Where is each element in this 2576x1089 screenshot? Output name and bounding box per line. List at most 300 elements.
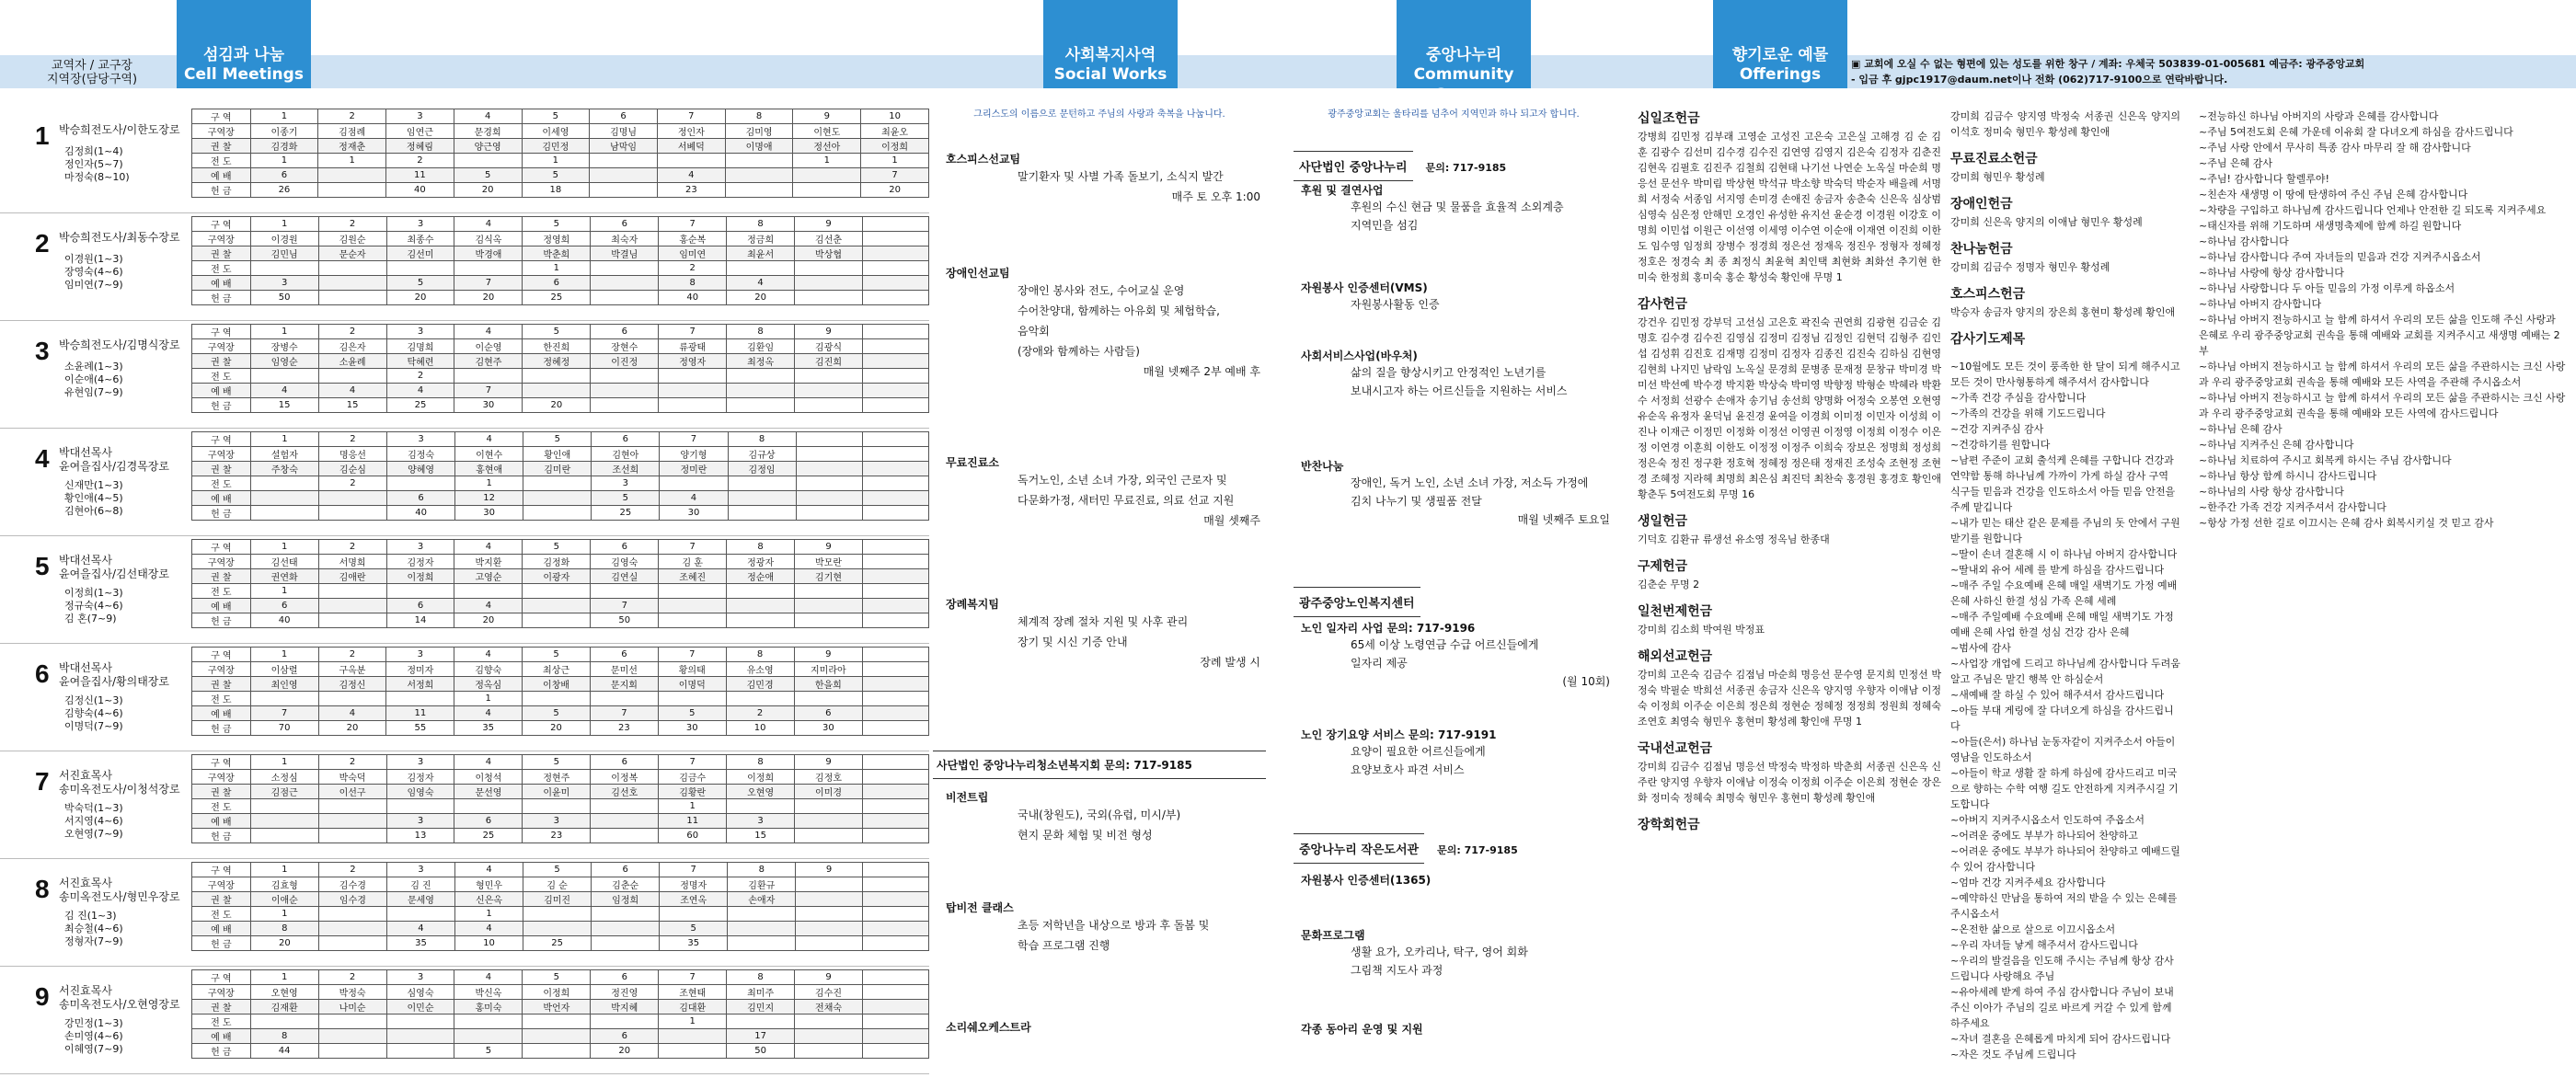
table-cell: 예 배 xyxy=(192,384,251,398)
table-cell: 7 xyxy=(454,276,523,291)
table-cell: 홍미숙 xyxy=(454,1000,523,1014)
table-cell: 문순자 xyxy=(318,246,386,261)
cell-group xyxy=(0,862,929,967)
table-cell: 김선태 xyxy=(250,555,318,569)
table-cell: 이정희 xyxy=(727,770,795,785)
table-row xyxy=(192,139,929,154)
table-cell: 정영희 xyxy=(523,232,591,246)
table-cell xyxy=(591,799,659,814)
cell-table xyxy=(191,539,929,628)
offering-names: 강병희 김민정 김부래 고영순 고성진 고은숙 고은실 고해경 김 순 김 훈 김광수 김선미 김수경 김수진 김연영 김영지 김은숙 김정자 김춘진 김현옥 김필호 김진주 김철희 김현태 나기선 나연순 노옥실 마순희 명응선 문선우 박미림 박상현 박석규 박소향 박숙덕 박순자 배을례 서명희 서정숙 서종임 서지영 손미경 손애진 송금자 송춘숙 신은옥 심상범 심영숙 심은정 안해민 오경인 유성한 유지선 윤순경 이경원 이강호 이명희 이민섭 이원근 이선영 이세영 이수연 이순애 이재연 이진희 이한도 임수영 임정희 장병수 정경희 정은선 정재옥 정진우 정형자 정혜정 정호은 정경숙 최 종 최정식 최윤혁 최인택 최현화 최화선 추기현 한미숙 한정희 홍미숙 홍순 황성숙 황인애 무명 1 xyxy=(1638,131,1941,283)
table-header-row xyxy=(192,217,929,232)
table-cell: 예 배 xyxy=(192,706,251,721)
table-row xyxy=(192,922,929,936)
sub-leaders xyxy=(64,361,193,399)
table-cell: 이청석 xyxy=(454,770,523,785)
table-header-row xyxy=(192,109,929,124)
table-cell: 20 xyxy=(523,721,591,736)
table-cell: 한진희 xyxy=(523,339,591,354)
table-cell: 김영숙 xyxy=(591,555,659,569)
table-cell: 55 xyxy=(386,721,454,736)
social-item-line: 국내(창원도), 국외(유럽, 미시/부) xyxy=(1018,808,1181,821)
table-cell xyxy=(795,584,863,599)
table-cell: 전 도 xyxy=(192,799,251,814)
offerings-column-2 xyxy=(1950,109,2180,1083)
table-cell: 15 xyxy=(727,829,795,843)
table-header-cell: 5 xyxy=(523,325,591,339)
table-header-cell: 2 xyxy=(318,970,386,985)
prayer-item: ~하나님 치료하여 주시고 회복케 하시는 주님 감사합니다 xyxy=(2199,454,2452,466)
table-cell xyxy=(591,369,659,384)
table-cell: 전 도 xyxy=(192,369,251,384)
table-cell: 60 xyxy=(659,829,727,843)
table-header-cell: 9 xyxy=(793,109,861,124)
table-cell: 예 배 xyxy=(192,168,251,183)
table-cell xyxy=(318,692,386,706)
sub-leader: 오현영(7~9) xyxy=(64,828,123,840)
community-item-line: 지역민을 섬김 xyxy=(1351,219,1419,232)
table-cell: 김경화 xyxy=(250,139,318,154)
table-cell: 6 xyxy=(591,1029,659,1044)
offering-group xyxy=(1638,511,1941,547)
table-cell: 헌 금 xyxy=(192,721,251,736)
prayer-item: ~아버지 지켜주시옵소서 인도하여 주옵소서 xyxy=(1950,814,2145,826)
table-header-cell: 2 xyxy=(318,755,386,770)
table-header-cell: 4 xyxy=(454,217,523,232)
table-cell: 3 xyxy=(727,814,795,829)
table-row xyxy=(192,369,929,384)
table-cell: 헌 금 xyxy=(192,291,251,305)
table-row xyxy=(192,599,929,613)
table-header-cell: 구 역 xyxy=(192,217,251,232)
table-cell: 4 xyxy=(727,276,795,291)
offering-group xyxy=(1950,109,2180,140)
table-cell xyxy=(863,555,929,569)
table-header-cell: 4 xyxy=(454,970,523,985)
table-cell xyxy=(659,613,727,628)
table-cell xyxy=(250,476,318,491)
table-header-row xyxy=(192,540,929,555)
table-header-cell: 10 xyxy=(861,109,929,124)
prayer-item: ~주님 사랑 안에서 무사히 특종 감사 마무리 잘 해 감사합니다 xyxy=(2199,142,2471,154)
social-item-line: 음악회 xyxy=(1018,325,1050,338)
table-cell: 2 xyxy=(386,369,454,384)
table-cell xyxy=(796,476,862,491)
table-cell: 이미경 xyxy=(795,785,863,799)
sub-leader: 이정희(1~3) xyxy=(64,587,123,599)
leader-name: 박대선목사 xyxy=(59,446,112,459)
table-cell: 김환임 xyxy=(727,339,795,354)
table-cell: 헌 금 xyxy=(192,1044,251,1059)
community-item-title: 자원봉사 인증센터(VMS) xyxy=(1301,281,1428,294)
prayer-item: ~10월에도 모든 것이 풍족한 한 달이 되게 해주시고 모든 것이 만사형통하게 해주셔서 감사합니다 xyxy=(1950,361,2180,388)
table-row xyxy=(192,1000,929,1014)
table-cell: 11 xyxy=(386,168,454,183)
table-row xyxy=(192,785,929,799)
table-cell: 박신옥 xyxy=(454,985,523,1000)
table-cell: 3 xyxy=(386,814,454,829)
table-cell xyxy=(863,1000,929,1014)
table-cell: 25 xyxy=(454,829,523,843)
table-cell xyxy=(863,985,929,1000)
table-cell xyxy=(795,369,863,384)
contact-line1: ▣ 교회에 오실 수 없는 형편에 있는 성도를 위한 창구 / 계좌: 우체국 503839-01-005681 예금주: 광주중앙교회 xyxy=(1851,58,2365,70)
table-cell xyxy=(523,692,591,706)
table-cell: 임미연 xyxy=(659,246,727,261)
table-header-cell: 6 xyxy=(591,217,659,232)
table-cell xyxy=(454,369,523,384)
table-cell xyxy=(454,584,523,599)
table-cell xyxy=(862,462,928,476)
table-cell: 6 xyxy=(250,599,318,613)
table-cell: 1 xyxy=(318,154,386,168)
table-cell: 4 xyxy=(386,922,454,936)
table-header-cell: 5 xyxy=(523,970,591,985)
table-cell: 이명애 xyxy=(725,139,793,154)
prayer-item: ~사업장 개업에 드리고 하나님께 감사합니다 두려움 알고 주님은 맡긴 행복 안 하심순서 xyxy=(1950,658,2180,685)
sub-leaders xyxy=(64,1017,193,1056)
offering-title: 생일헌금 xyxy=(1638,514,1688,529)
table-cell: 헌 금 xyxy=(192,183,251,198)
table-cell xyxy=(795,1029,863,1044)
table-header-cell: 3 xyxy=(386,648,454,662)
table-cell: 50 xyxy=(250,291,318,305)
community-item xyxy=(1288,348,1619,400)
table-cell xyxy=(863,613,929,628)
prayer-item: ~어려운 중에도 부부가 하나되어 찬양하고 xyxy=(1950,830,2138,842)
table-cell: 김금수 xyxy=(659,770,727,785)
table-cell: 1 xyxy=(793,154,861,168)
table-cell: 서명희 xyxy=(318,555,386,569)
table-cell: 3 xyxy=(592,476,660,491)
social-item-title: 비전트립 xyxy=(946,791,989,804)
table-cell xyxy=(657,154,725,168)
table-cell xyxy=(795,1044,863,1059)
table-header-cell: 5 xyxy=(523,755,591,770)
table-cell xyxy=(386,1044,454,1059)
table-cell: 40 xyxy=(250,613,318,628)
table-cell xyxy=(863,354,929,369)
table-row xyxy=(192,692,929,706)
prayer-item: ~매주 주일 수요예배 은혜 매일 새벽기도 가정 예배 은혜 사하신 한결 성심 가족 은혜 세례 xyxy=(1950,579,2178,607)
prayer-item: ~하나님 아버지 전능하시고 늘 함께 하셔서 우리의 모든 삶을 인도해 주신 사랑과 은혜로 우리 광주중앙교회 권속을 통해 예배와 교회를 지켜주시고 새생명 예배는 2부 xyxy=(2199,314,2560,357)
offering-title: 감사헌금 xyxy=(1638,297,1688,312)
community-item-line: 삶의 질을 향상시키고 안정적인 노년기를 xyxy=(1351,366,1547,379)
table-header-cell: 구 역 xyxy=(192,540,251,555)
community-phone: 문의: 717-9185 xyxy=(1425,162,1507,174)
table-cell: 26 xyxy=(250,183,318,198)
sub-leader: 김향숙(4~6) xyxy=(64,707,123,719)
leader-name-2: 윤여을집사/황의태장로 xyxy=(59,675,169,688)
table-cell xyxy=(591,261,659,276)
table-header-cell xyxy=(863,648,929,662)
table-cell xyxy=(863,599,929,613)
prayer-item: ~자녀 결혼을 은혜롭게 마치게 되어 감사드립니다 xyxy=(1950,1033,2171,1045)
table-cell: 25 xyxy=(592,506,660,521)
table-cell: 1 xyxy=(523,261,591,276)
sub-leaders xyxy=(64,694,193,733)
table-header-cell: 4 xyxy=(454,325,523,339)
table-cell xyxy=(386,584,454,599)
table-cell xyxy=(863,369,929,384)
prayer-item: ~남편 주준이 교회 출석케 은혜를 구합니다 건강과 연약함 통해 하나님께 가까이 가게 하실 감사 구역 식구들 믿음과 건강을 인도하소서 아들 믿음 안전을 주께 맡깁니다 xyxy=(1950,454,2176,513)
table-cell xyxy=(250,506,318,521)
table-header-cell: 5 xyxy=(523,217,591,232)
table-cell xyxy=(591,814,659,829)
table-cell xyxy=(728,936,796,951)
table-cell xyxy=(728,922,796,936)
table-header-row xyxy=(192,755,929,770)
table-cell xyxy=(862,936,928,951)
table-cell xyxy=(725,154,793,168)
table-cell xyxy=(318,291,386,305)
table-cell: 20 xyxy=(727,291,795,305)
table-cell: 조연옥 xyxy=(660,892,728,907)
sub-leaders xyxy=(64,587,193,625)
table-header-cell: 1 xyxy=(250,648,318,662)
social-item-line: 독거노인, 소년 소녀 가장, 외국인 근로자 및 xyxy=(1018,474,1227,487)
table-cell: 50 xyxy=(727,1044,795,1059)
table-row xyxy=(192,476,929,491)
table-cell: 설험자 xyxy=(250,447,318,462)
table-cell: 김 순 xyxy=(523,877,592,892)
table-cell xyxy=(318,613,386,628)
prayer-item: ~친손자 새생명 이 땅에 탄생하여 주신 주님 은혜 감사합니다 xyxy=(2199,189,2468,201)
table-cell: 권연화 xyxy=(250,569,318,584)
table-cell: 김광식 xyxy=(795,339,863,354)
table-header-cell: 5 xyxy=(522,109,590,124)
table-cell xyxy=(863,721,929,736)
sub-leaders xyxy=(64,479,193,518)
prayer-item: ~자은 것도 주님께 드립니다 xyxy=(1950,1049,2076,1060)
table-cell: 35 xyxy=(454,721,523,736)
table-cell: 예 배 xyxy=(192,599,251,613)
table-cell xyxy=(454,1014,523,1029)
table-cell: 20 xyxy=(318,721,386,736)
table-cell: 3 xyxy=(250,276,318,291)
table-cell xyxy=(591,291,659,305)
social-item-title: 장례복지팀 xyxy=(946,598,999,611)
group-leader xyxy=(59,554,197,581)
table-cell xyxy=(523,907,592,922)
table-cell xyxy=(796,462,862,476)
table-cell xyxy=(591,384,659,398)
table-cell: 6 xyxy=(454,814,523,829)
table-cell: 김재환 xyxy=(250,1000,318,1014)
table-cell: 김진희 xyxy=(795,354,863,369)
table-header-cell: 8 xyxy=(728,432,796,447)
leader-name: 서진효목사 xyxy=(59,984,112,997)
table-cell xyxy=(794,692,863,706)
table-cell xyxy=(318,907,386,922)
table-row xyxy=(192,706,929,721)
table-cell xyxy=(523,1044,591,1059)
table-cell: 문선영 xyxy=(454,785,523,799)
table-cell xyxy=(659,384,727,398)
table-row xyxy=(192,1014,929,1029)
table-cell: 6 xyxy=(250,168,318,183)
prayer-item: ~건강 지켜주심 감사 xyxy=(1950,423,2044,435)
social-item-title: 탑비전 클래스 xyxy=(946,901,1014,914)
group-number: 9 xyxy=(35,982,50,1011)
prayer-item: ~가족 건강 주심을 감사합니다 xyxy=(1950,392,2087,404)
table-cell: 최미주 xyxy=(727,985,795,1000)
table-cell: 예 배 xyxy=(192,922,251,936)
table-cell: 8 xyxy=(659,276,727,291)
tab-title-ko: 향기로운 예물 xyxy=(1731,46,1829,64)
table-cell: 예 배 xyxy=(192,491,251,506)
cell-group xyxy=(0,216,929,321)
table-cell xyxy=(796,506,862,521)
table-cell: 임연근 xyxy=(386,124,454,139)
tab-cell-meetings xyxy=(177,0,311,88)
offering-group xyxy=(1950,284,2180,320)
social-item xyxy=(929,265,1270,382)
table-cell xyxy=(386,799,454,814)
table-cell: 이현수 xyxy=(455,447,523,462)
table-header-cell: 3 xyxy=(386,217,454,232)
table-cell: 44 xyxy=(250,1044,318,1059)
table-cell: 전 도 xyxy=(192,584,251,599)
table-cell: 20 xyxy=(591,1044,659,1059)
table-cell xyxy=(727,613,795,628)
table-cell: 구역장 xyxy=(192,232,251,246)
table-cell: 7 xyxy=(250,706,318,721)
table-cell: 예 배 xyxy=(192,1029,251,1044)
social-item xyxy=(929,596,1270,672)
table-cell xyxy=(796,922,863,936)
sub-leader: 임미연(7~9) xyxy=(64,279,123,291)
table-header-cell: 7 xyxy=(658,648,726,662)
contact-line2: - 입금 후 gjpc1917@daum.net이나 전화 (062)717-9100으로 연락바랍니다. xyxy=(1851,74,2228,86)
table-header-cell: 2 xyxy=(318,432,386,447)
sub-leader: 신재만(1~3) xyxy=(64,479,123,491)
table-header-cell: 2 xyxy=(318,863,386,877)
table-cell: 30 xyxy=(660,506,728,521)
table-cell xyxy=(523,584,591,599)
table-cell: 임영순 xyxy=(250,354,318,369)
table-cell xyxy=(795,799,863,814)
table-header-cell: 4 xyxy=(454,648,523,662)
community-item-title: 문화프로그램 xyxy=(1301,929,1365,942)
table-header-cell: 3 xyxy=(386,540,454,555)
community-item-line: 요양이 필요한 어르신들에게 xyxy=(1351,745,1486,758)
social-item xyxy=(929,1019,1270,1035)
offering-title: 구제헌금 xyxy=(1638,559,1688,574)
table-cell: 전 도 xyxy=(192,261,251,276)
cell-table xyxy=(191,754,929,843)
offering-title: 해외선교헌금 xyxy=(1638,649,1713,664)
table-cell xyxy=(863,662,929,677)
leader-name-2: 송미옥전도사/형민우장로 xyxy=(59,890,180,903)
community-item-title: 사회서비스사업(바우처) xyxy=(1301,350,1418,362)
table-cell: 6 xyxy=(386,599,454,613)
table-cell: 손애자 xyxy=(728,892,796,907)
table-cell: 홍현애 xyxy=(455,462,523,476)
table-header-cell: 3 xyxy=(386,109,454,124)
group-leader xyxy=(59,661,197,689)
group-number: 4 xyxy=(35,444,50,473)
table-cell xyxy=(728,506,796,521)
social-item-line: 말기환자 및 사별 가족 돌보기, 소식지 발간 xyxy=(1018,170,1224,183)
table-row xyxy=(192,613,929,628)
table-header-cell: 8 xyxy=(728,863,796,877)
table-cell xyxy=(590,154,658,168)
table-cell: 20 xyxy=(861,183,929,198)
table-header-cell: 6 xyxy=(591,755,659,770)
table-cell: 30 xyxy=(455,506,523,521)
table-cell: 8 xyxy=(250,922,318,936)
table-cell xyxy=(386,1014,454,1029)
table-header-cell: 2 xyxy=(318,109,386,124)
table-row xyxy=(192,154,929,168)
table-cell: 김선미 xyxy=(386,246,454,261)
prayer-item: ~범사에 감사 xyxy=(1950,642,2011,654)
table-cell xyxy=(386,692,454,706)
table-header-cell: 1 xyxy=(250,325,318,339)
table-cell: 구역장 xyxy=(192,124,251,139)
table-cell: 전 도 xyxy=(192,1014,251,1029)
social-item-line: 매월 넷째주 2부 예배 후 xyxy=(1143,365,1260,378)
table-header-cell: 8 xyxy=(727,540,795,555)
table-cell xyxy=(727,398,795,413)
cell-table xyxy=(191,216,929,305)
table-cell xyxy=(727,599,795,613)
table-cell: 35 xyxy=(386,936,454,951)
table-cell: 1 xyxy=(454,692,523,706)
table-cell xyxy=(250,1014,318,1029)
table-cell: 김대환 xyxy=(659,1000,727,1014)
community-heading-title: 광주중앙노인복지센터 xyxy=(1294,587,1420,617)
table-cell xyxy=(863,232,929,246)
table-cell xyxy=(523,369,591,384)
table-row xyxy=(192,246,929,261)
table-cell: 4 xyxy=(660,491,728,506)
table-cell xyxy=(592,922,660,936)
table-cell xyxy=(795,398,863,413)
sub-leader: 정형자(7~9) xyxy=(64,935,123,947)
table-header-cell: 9 xyxy=(794,648,863,662)
offering-title: 장학회헌금 xyxy=(1638,818,1700,832)
group-number: 2 xyxy=(35,229,50,258)
table-cell: 정옥심 xyxy=(454,677,523,692)
table-cell xyxy=(659,584,727,599)
table-cell: 김정자 xyxy=(386,770,454,785)
table-cell: 30 xyxy=(658,721,726,736)
table-cell: 4 xyxy=(318,384,386,398)
table-cell: 5 xyxy=(523,706,591,721)
table-cell: 양기형 xyxy=(660,447,728,462)
social-item xyxy=(929,751,1270,779)
table-header-cell: 4 xyxy=(454,755,523,770)
table-cell: 구역장 xyxy=(192,770,251,785)
table-cell xyxy=(523,1014,591,1029)
table-cell: 홍순복 xyxy=(659,232,727,246)
table-cell xyxy=(727,384,795,398)
prayer-item: ~우리의 발걸음을 인도해 주시는 주님께 항상 감사드립니다 사랑해요 주님 xyxy=(1950,955,2174,982)
table-cell xyxy=(523,799,591,814)
sub-leader: 이경원(1~3) xyxy=(64,253,123,265)
social-item-title: 호스피스선교팀 xyxy=(946,153,1021,166)
table-cell: 김점례 xyxy=(318,124,386,139)
table-cell: 7 xyxy=(861,168,929,183)
table-header-cell: 1 xyxy=(250,109,318,124)
table-cell: 권 찰 xyxy=(192,139,251,154)
social-item-line: 매월 셋째주 xyxy=(1203,514,1260,527)
table-header-cell: 2 xyxy=(318,540,386,555)
table-header-cell: 8 xyxy=(725,109,793,124)
cell-meetings-column xyxy=(0,109,929,1083)
